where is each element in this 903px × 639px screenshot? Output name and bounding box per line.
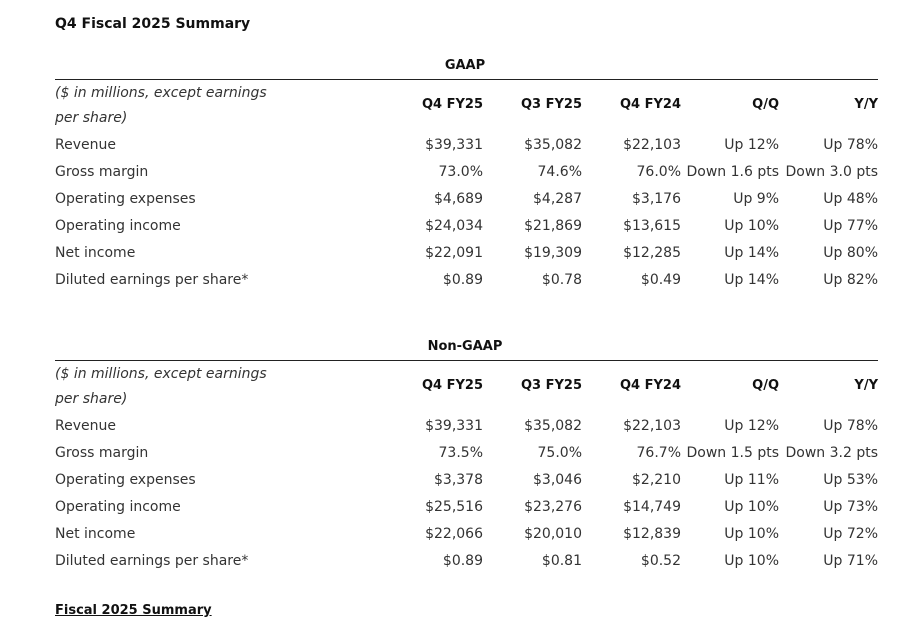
cell-yy: Up 80% [823, 245, 878, 261]
cell-yy: Up 73% [823, 499, 878, 515]
cell-q4fy25: $3,378 [434, 472, 483, 488]
caption-line: per share) [55, 110, 128, 126]
column-header-yy: Y/Y [854, 97, 878, 112]
cell-qq: Up 12% [724, 418, 779, 434]
section-header: Non-GAAP [427, 339, 503, 354]
column-header-q4fy25: Q4 FY25 [421, 97, 483, 112]
divider [55, 360, 878, 361]
column-header-q4fy24: Q4 FY24 [619, 97, 681, 112]
cell-q4fy25: $4,689 [434, 191, 483, 207]
cell-q3fy25: $21,869 [524, 218, 582, 234]
table-row [55, 472, 878, 499]
caption-line: per share) [55, 391, 128, 407]
cell-qq: Up 11% [724, 472, 779, 488]
table-caption [55, 81, 267, 131]
cell-qq: Up 14% [724, 245, 779, 261]
cell-yy: Up 77% [823, 218, 878, 234]
cell-q3fy25: $23,276 [524, 499, 582, 515]
cell-yy: Up 72% [823, 526, 878, 542]
cell-q4fy24: $2,210 [632, 472, 681, 488]
cell-q4fy25: $22,066 [425, 526, 483, 542]
table-row [55, 272, 878, 299]
cell-qq: Up 14% [724, 272, 779, 288]
row-label: Gross margin [55, 445, 149, 461]
cell-q4fy24: $14,749 [623, 499, 681, 515]
table-row [55, 418, 878, 445]
row-label: Revenue [55, 418, 116, 434]
table-row [55, 499, 878, 526]
cell-q4fy25: $0.89 [442, 272, 483, 288]
cell-q3fy25: $20,010 [524, 526, 582, 542]
cell-q3fy25: $19,309 [524, 245, 582, 261]
cell-qq: Up 12% [724, 137, 779, 153]
cell-q4fy24: 76.7% [636, 445, 681, 461]
cell-q3fy25: $0.78 [541, 272, 582, 288]
cell-q4fy25: $0.89 [442, 553, 483, 569]
cell-q4fy24: $0.49 [640, 272, 681, 288]
cell-qq: Up 9% [733, 191, 779, 207]
cell-q4fy25: 73.0% [438, 164, 483, 180]
cell-q4fy24: $12,285 [623, 245, 681, 261]
table-row [55, 218, 878, 245]
table-row [55, 526, 878, 553]
cell-q4fy25: $39,331 [425, 137, 483, 153]
cell-yy: Down 3.2 pts [785, 445, 878, 461]
row-label: Operating expenses [55, 191, 196, 207]
cell-q3fy25: 74.6% [537, 164, 582, 180]
cell-q4fy25: $22,091 [425, 245, 483, 261]
cell-q4fy24: $22,103 [623, 418, 681, 434]
row-label: Diluted earnings per share* [55, 553, 249, 569]
cell-qq: Down 1.6 pts [686, 164, 779, 180]
row-label: Operating income [55, 218, 181, 234]
column-header-q4fy25: Q4 FY25 [421, 378, 483, 393]
cell-q4fy24: 76.0% [636, 164, 681, 180]
table-row [55, 245, 878, 272]
cell-q4fy25: 73.5% [438, 445, 483, 461]
table-caption [55, 362, 267, 412]
cell-yy: Up 53% [823, 472, 878, 488]
table-row [55, 445, 878, 472]
cell-qq: Up 10% [724, 218, 779, 234]
page-title: Q4 Fiscal 2025 Summary [55, 16, 251, 32]
column-header-qq: Q/Q [752, 97, 779, 112]
cell-q4fy24: $22,103 [623, 137, 681, 153]
cell-q4fy25: $25,516 [425, 499, 483, 515]
cell-q3fy25: $4,287 [533, 191, 582, 207]
row-label: Operating income [55, 499, 181, 515]
caption-line: ($ in millions, except earnings [55, 85, 267, 101]
cell-q4fy24: $3,176 [632, 191, 681, 207]
section-header: GAAP [444, 58, 486, 73]
row-label: Net income [55, 526, 136, 542]
table-row [55, 191, 878, 218]
cell-yy: Up 48% [823, 191, 878, 207]
cell-qq: Up 10% [724, 499, 779, 515]
row-label: Gross margin [55, 164, 149, 180]
table-row [55, 164, 878, 191]
row-label: Diluted earnings per share* [55, 272, 249, 288]
cell-q4fy24: $13,615 [623, 218, 681, 234]
column-header-yy: Y/Y [854, 378, 878, 393]
cell-yy: Up 78% [823, 418, 878, 434]
cell-q4fy24: $12,839 [623, 526, 681, 542]
row-label: Operating expenses [55, 472, 196, 488]
cell-q3fy25: 75.0% [537, 445, 582, 461]
caption-line: ($ in millions, except earnings [55, 366, 267, 382]
cell-q4fy25: $24,034 [425, 218, 483, 234]
column-header-qq: Q/Q [752, 378, 779, 393]
table-row [55, 137, 878, 164]
column-header-q3fy25: Q3 FY25 [520, 97, 582, 112]
cell-yy: Up 82% [823, 272, 878, 288]
cell-q3fy25: $0.81 [541, 553, 582, 569]
cell-yy: Down 3.0 pts [785, 164, 878, 180]
cell-qq: Up 10% [724, 553, 779, 569]
cell-q3fy25: $3,046 [533, 472, 582, 488]
row-label: Net income [55, 245, 136, 261]
cell-q3fy25: $35,082 [524, 137, 582, 153]
cell-qq: Up 10% [724, 526, 779, 542]
cell-q4fy25: $39,331 [425, 418, 483, 434]
divider [55, 79, 878, 80]
fiscal-2025-summary-link[interactable]: Fiscal 2025 Summary [55, 603, 212, 618]
cell-qq: Down 1.5 pts [686, 445, 779, 461]
cell-q4fy24: $0.52 [640, 553, 681, 569]
cell-yy: Up 78% [823, 137, 878, 153]
cell-yy: Up 71% [823, 553, 878, 569]
cell-q3fy25: $35,082 [524, 418, 582, 434]
column-header-q3fy25: Q3 FY25 [520, 378, 582, 393]
table-row [55, 553, 878, 580]
column-header-q4fy24: Q4 FY24 [619, 378, 681, 393]
row-label: Revenue [55, 137, 116, 153]
